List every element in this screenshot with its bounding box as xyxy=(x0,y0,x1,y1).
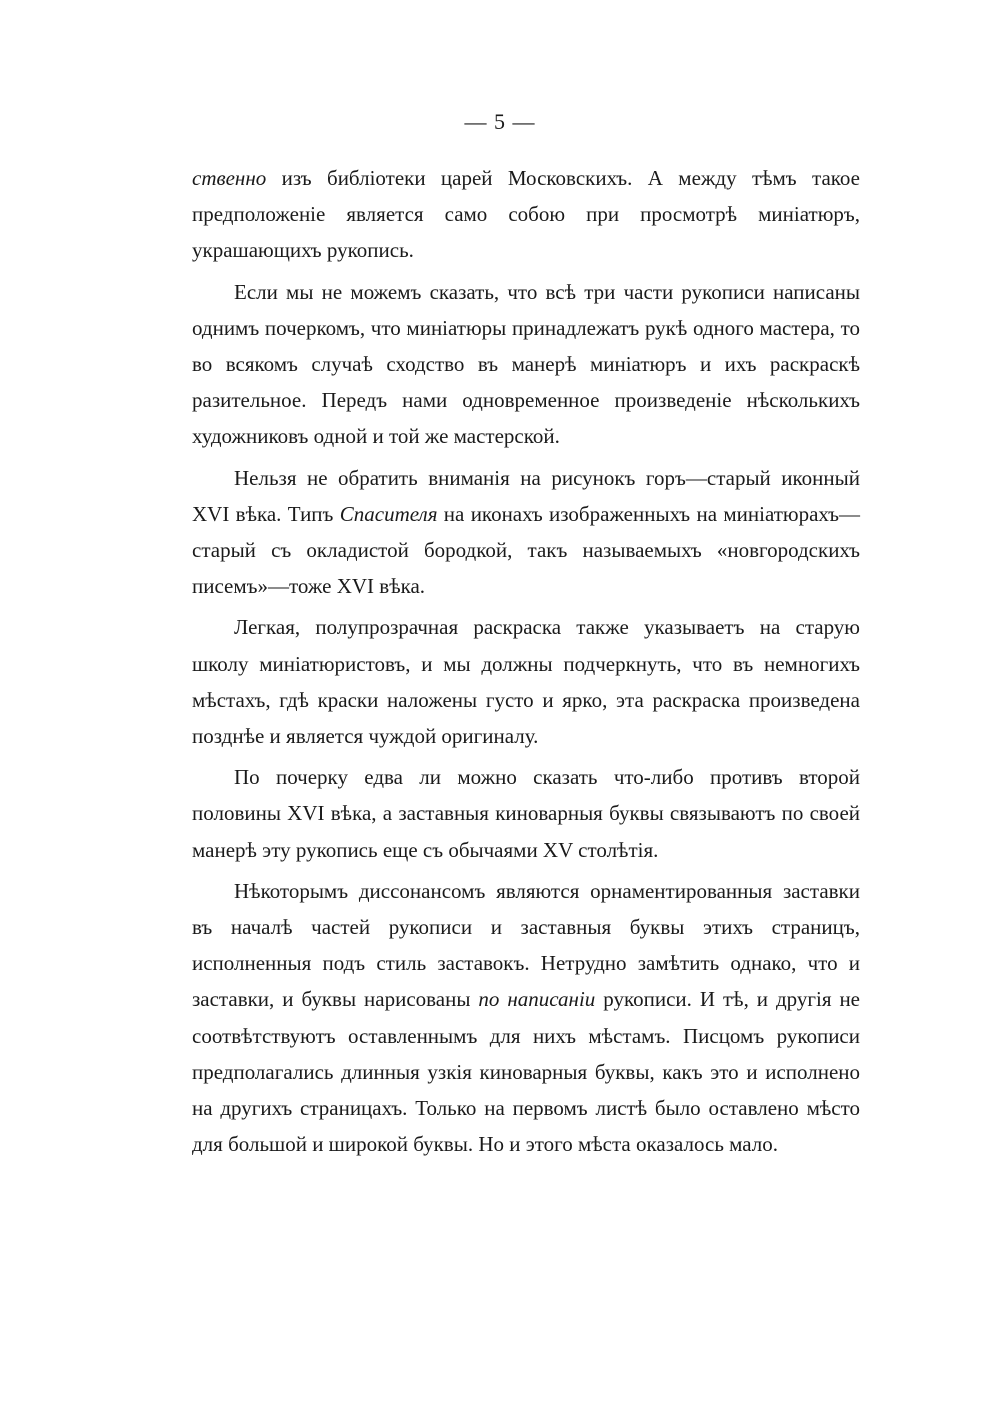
text-segment: на иконахъ изображенныхъ на миніатюрахъ—старый съ окладистой бородкой, такъ называемыхъ «новгородскихъ писемъ»—тоже XVI вѣка. xyxy=(192,501,860,599)
italic-text: ственно xyxy=(192,166,267,190)
paragraph xyxy=(192,460,860,605)
italic-text: по написаніи xyxy=(478,987,596,1012)
text-segment: Если мы не можемъ сказать, что всѣ три части рукописи написаны однимъ почеркомъ, что миніатюры принадлежатъ рукѣ одного мастера, то во всякомъ случаѣ сходство въ манерѣ миніатюръ и ихъ раскраскѣ разительное. Передъ нами одновременное произведеніе нѣсколькихъ художниковъ одной и той же мастерской. xyxy=(192,279,860,449)
text-segment: изъ библіотеки царей Московскихъ. А между тѣмъ такое предположеніе является само собою при просмотрѣ миніатюръ, украшающихъ рукопись. xyxy=(192,166,860,263)
paragraph xyxy=(192,160,860,269)
text-segment: Нельзя не обратить вниманія на рисунокъ горъ—старый иконный XVI вѣка. Типъ xyxy=(192,465,860,526)
paragraph xyxy=(192,759,860,868)
text-segment: Легкая, полупрозрачная раскраска также указываетъ на старую школу миніатюристовъ, и мы должны подчеркнуть, что въ немногихъ мѣстахъ, гдѣ краски наложены густо и ярко, эта раскраска произведена позднѣе и является чуждой оригиналу. xyxy=(192,615,860,749)
italic-text: Спасителя xyxy=(339,501,438,526)
paragraph xyxy=(192,873,860,1163)
text-segment: рукописи. И тѣ, и другія не соотвѣтствуютъ оставленнымъ для нихъ мѣстамъ. Писцомъ рукописи предполагались длинныя узкія киноварныя буквы, какъ это и исполнено на другихъ страницахъ. Только на первомъ листѣ было оставлено мѣсто для большой и широкой буквы. Но и этого мѣста оказалось мало. xyxy=(192,987,861,1157)
paragraph xyxy=(192,274,860,455)
paragraph xyxy=(192,609,860,754)
page-number: — 5 — xyxy=(464,109,536,134)
text-segment: По почерку едва ли можно сказать что-либо противъ второй половины XVI вѣка, а заставныя киноварныя буквы связываютъ по своей манерѣ эту рукопись еще съ обычаями XV столѣтія. xyxy=(192,765,860,862)
text-segment: Нѣкоторымъ диссонансомъ являются орнаментированныя заставки въ началѣ частей рукописи и заставныя буквы этихъ страницъ, исполненныя подъ стиль заставокъ. Нетрудно замѣтить однако, что и заставки, и буквы нарисованы xyxy=(192,878,860,1012)
body-text xyxy=(192,160,860,1167)
